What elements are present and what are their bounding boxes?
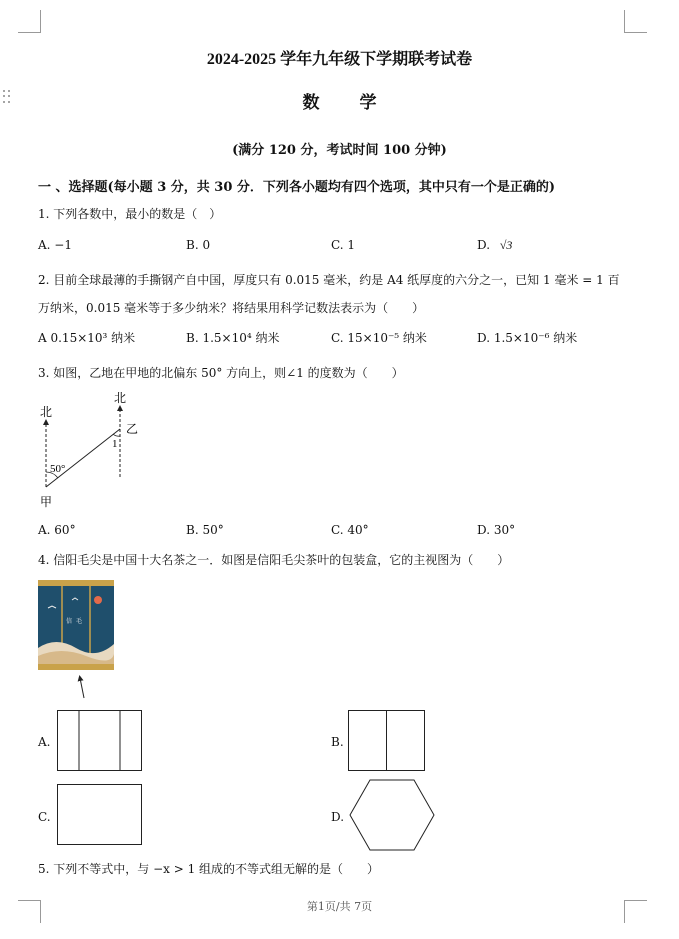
- subject-title: 数学: [302, 93, 417, 113]
- exam-info: (满分 120 分，考试时间 100 分钟): [232, 143, 447, 158]
- q4-option-c: C.: [38, 810, 51, 824]
- view-direction-arrow: [80, 678, 84, 698]
- north-label-left: 北: [40, 405, 53, 419]
- question-4-text: 4. 信阳毛尖是中国十大名茶之一．如图是信阳毛尖茶叶的包装盒，它的主视图为（ ）: [38, 553, 510, 567]
- question-2-line-1: 2. 目前全球最薄的手撕钢产自中国，厚度只有 0.015 毫米，约是 A4 纸厚度的六分之一，已知 1 毫米 = 1 百: [38, 273, 620, 287]
- section-heading: 一 、选择题(每小题 3 分，共 30 分．下列各小题均有四个选项，其中只有一个是正确的): [38, 180, 556, 195]
- q3-option-d: D. 30°: [477, 523, 516, 537]
- q1-option-b: B. 0: [186, 238, 211, 252]
- q1-option-a: A. −1: [38, 238, 72, 252]
- q2-option-a: A 0.15×10³ 纳米: [38, 331, 136, 345]
- question-2-line-2: 万纳米，0.015 毫米等于多少纳米？将结果用科学记数法表示为（ ）: [38, 301, 425, 315]
- q4-option-b-figure: [348, 710, 426, 772]
- q1-option-d-value: √3: [499, 238, 513, 252]
- q2-option-d: D. 1.5×10⁻⁶ 纳米: [477, 331, 578, 345]
- page-number: 第1页/共 7页: [306, 900, 373, 913]
- question-3-text: 3. 如图，乙地在甲地的北偏东 50° 方向上，则∠1 的度数为（ ）: [38, 366, 404, 380]
- connecting-line: [46, 429, 120, 487]
- q1-option-c: C. 1: [331, 238, 356, 252]
- angle-label-1: 1: [112, 438, 118, 450]
- q4-option-d-figure: [349, 779, 435, 851]
- q3-option-b: B. 50°: [186, 523, 224, 537]
- point-label-jia: 甲: [40, 495, 53, 509]
- q4-option-d: D.: [331, 810, 345, 824]
- angle-arc-1: [113, 434, 120, 436]
- q4-option-c-figure: [57, 784, 143, 846]
- point-label-yi: 乙: [126, 422, 139, 436]
- q2-option-b: B. 1.5×10⁴ 纳米: [186, 331, 280, 345]
- q3-option-a: A. 60°: [38, 523, 76, 537]
- q4-option-a-figure: [57, 710, 143, 772]
- angle-label-50: 50°: [50, 463, 66, 475]
- question-1-text: 1. 下列各数中，最小的数是（ ）: [38, 207, 222, 221]
- q4-option-b: B.: [331, 735, 344, 749]
- north-label-right: 北: [114, 392, 127, 405]
- direction-diagram: [32, 392, 152, 512]
- q4-option-a: A.: [38, 735, 51, 749]
- question-5-text: 5. 下列不等式中，与 −x > 1 组成的不等式组无解的是（ ）: [38, 862, 380, 876]
- svg-text:毛: 毛: [76, 618, 83, 625]
- crop-mark-top-right: [624, 10, 647, 33]
- tea-box-image: [36, 578, 116, 700]
- q3-option-c: C. 40°: [331, 523, 369, 537]
- exam-title: 2024-2025 学年九年级下学期联考试卷: [206, 51, 473, 68]
- svg-text:信: 信: [66, 618, 73, 625]
- crop-mark-top-left: [18, 10, 41, 33]
- q1-option-d: D. √3: [477, 238, 513, 252]
- q2-option-c: C. 15×10⁻⁵ 纳米: [331, 331, 427, 345]
